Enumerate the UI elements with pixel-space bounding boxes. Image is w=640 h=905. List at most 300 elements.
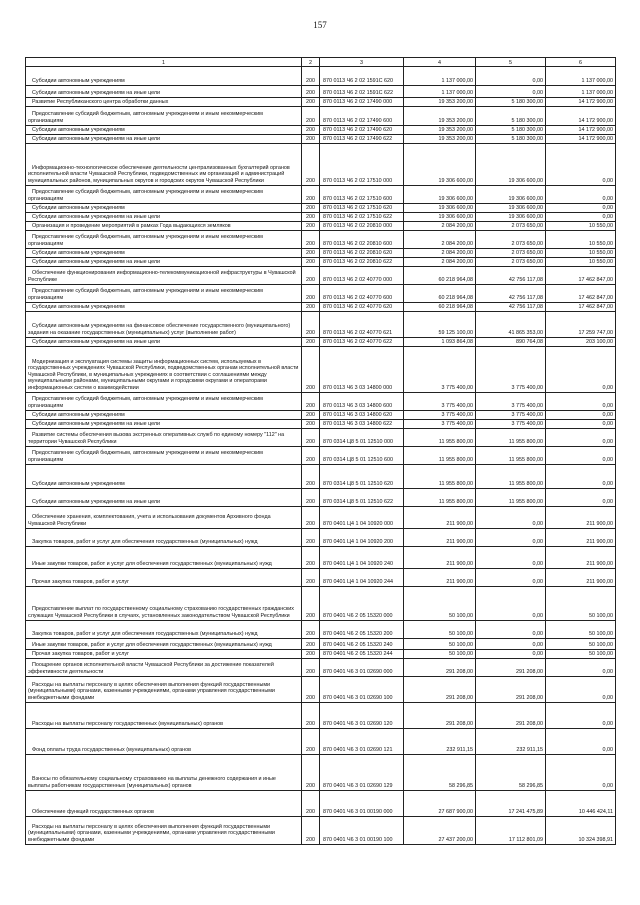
expense-name: Закупка товаров, работ и услуг для обеспечения государственных (муниципальных) нужд [26, 621, 302, 639]
table-row [26, 267, 616, 285]
expense-name: Субсидии автономным учреждениям [26, 411, 302, 420]
table-row [26, 507, 616, 529]
amount-col6: 211 900,00 [546, 507, 616, 529]
amount-col6: 10 550,00 [546, 249, 616, 258]
column-2-value: 200 [302, 587, 320, 621]
amount-col4: 60 218 964,08 [404, 267, 476, 285]
table-row [26, 755, 616, 791]
budget-code: 870 0401 Ч6 3 01 02690 129 [320, 755, 404, 791]
amount-col5: 41 865 353,00 [476, 312, 546, 338]
budget-code: 870 0401 Ч6 2 05 15320 244 [320, 650, 404, 659]
column-2-value: 200 [302, 285, 320, 303]
column-2-value: 200 [302, 429, 320, 447]
amount-col5: 5 180 300,00 [476, 98, 546, 107]
budget-code: 870 0401 Ч6 3 01 00190 000 [320, 791, 404, 817]
expense-name: Развитие системы обеспечения вызова экстренных оперативных служб по единому номеру "112" на территории Чувашской Республики [26, 429, 302, 447]
amount-col5: 19 306 600,00 [476, 186, 546, 204]
amount-col4: 211 900,00 [404, 569, 476, 587]
budget-code: 870 0113 Ч6 2 02 40770 000 [320, 267, 404, 285]
amount-col5: 2 073 650,00 [476, 258, 546, 267]
budget-code: 870 0113 Ч6 2 02 40770 622 [320, 338, 404, 347]
amount-col4: 11 955 800,00 [404, 465, 476, 489]
amount-col6: 0,00 [546, 755, 616, 791]
column-2-value: 200 [302, 67, 320, 86]
amount-col6: 0,00 [546, 703, 616, 729]
table-row [26, 639, 616, 650]
amount-col4: 3 775 400,00 [404, 393, 476, 411]
table-row [26, 659, 616, 677]
budget-code: 870 0401 Ц4 1 04 10920 240 [320, 547, 404, 569]
expense-name: Расходы на выплаты персоналу в целях обеспечения выполнения функций государственными (муниципальными) органами, казенными учреждениями, органами управления государственными внебюджетными фондами [26, 677, 302, 703]
budget-table [25, 57, 616, 845]
budget-code: 870 0401 Ц4 1 04 10920 244 [320, 569, 404, 587]
column-2-value: 200 [302, 144, 320, 186]
amount-col6: 17 259 747,00 [546, 312, 616, 338]
amount-col6: 0,00 [546, 186, 616, 204]
table-row [26, 703, 616, 729]
amount-col6: 50 100,00 [546, 639, 616, 650]
amount-col4: 2 084 200,00 [404, 258, 476, 267]
amount-col6: 211 900,00 [546, 547, 616, 569]
expense-name: Субсидии автономным учреждениям [26, 126, 302, 135]
column-2-value: 200 [302, 729, 320, 755]
column-2-value: 200 [302, 86, 320, 98]
budget-code: 870 0113 Ч6 2 02 17510 620 [320, 204, 404, 213]
table-row [26, 791, 616, 817]
budget-code: 870 0113 Ч6 2 02 17490 622 [320, 135, 404, 144]
budget-code: 870 0113 Ч6 3 03 14800 620 [320, 411, 404, 420]
amount-col6: 50 100,00 [546, 650, 616, 659]
amount-col6: 0,00 [546, 729, 616, 755]
column-2-value: 200 [302, 447, 320, 465]
column-2-value: 200 [302, 791, 320, 817]
column-2-value: 200 [302, 222, 320, 231]
expense-name: Субсидии автономным учреждениям на финансовое обеспечение государственного (муниципального) задания на оказание государственных (муниципальных) услуг (выполнение работ) [26, 312, 302, 338]
amount-col4: 50 100,00 [404, 639, 476, 650]
amount-col6: 10 550,00 [546, 222, 616, 231]
column-2-value: 200 [302, 411, 320, 420]
amount-col6: 10 550,00 [546, 258, 616, 267]
expense-name: Субсидии автономным учреждениям на иные цели [26, 489, 302, 507]
amount-col4: 19 353 200,00 [404, 98, 476, 107]
page-number: 157 [313, 20, 327, 30]
amount-col4: 19 306 600,00 [404, 186, 476, 204]
amount-col4: 27 687 900,00 [404, 791, 476, 817]
amount-col6: 0,00 [546, 204, 616, 213]
amount-col5: 0,00 [476, 507, 546, 529]
amount-col5: 0,00 [476, 529, 546, 547]
table-row [26, 144, 616, 186]
budget-code: 870 0401 Ц4 1 04 10920 200 [320, 529, 404, 547]
table-row [26, 411, 616, 420]
budget-code: 870 0113 Ч6 3 03 14800 622 [320, 420, 404, 429]
expense-name: Субсидии автономным учреждениям на иные цели [26, 338, 302, 347]
amount-col5: 3 775 400,00 [476, 420, 546, 429]
budget-code: 870 0314 Ц8 5 01 12510 622 [320, 489, 404, 507]
budget-code: 870 0113 Ч6 2 02 20810 620 [320, 249, 404, 258]
amount-col6: 14 172 900,00 [546, 135, 616, 144]
column-2-value: 200 [302, 204, 320, 213]
expense-name: Прочая закупка товаров, работ и услуг [26, 569, 302, 587]
amount-col6: 50 100,00 [546, 621, 616, 639]
amount-col4: 11 955 800,00 [404, 429, 476, 447]
expense-name: Субсидии автономным учреждениям [26, 465, 302, 489]
amount-col5: 3 775 400,00 [476, 411, 546, 420]
expense-name: Субсидии автономным учреждениям на иные цели [26, 86, 302, 98]
amount-col6: 1 137 000,00 [546, 67, 616, 86]
column-2-value: 200 [302, 258, 320, 267]
amount-col4: 291 208,00 [404, 659, 476, 677]
amount-col5: 291 208,00 [476, 677, 546, 703]
column-header-4: 4 [404, 58, 476, 67]
expense-name: Предоставление субсидий бюджетным, автономным учреждениям и иным некоммерческим организациям [26, 447, 302, 465]
expense-name: Закупка товаров, работ и услуг для обеспечения государственных (муниципальных) нужд [26, 529, 302, 547]
table-row [26, 249, 616, 258]
table-row [26, 447, 616, 465]
amount-col4: 211 900,00 [404, 547, 476, 569]
budget-code: 870 0113 Ч6 2 02 1591С 622 [320, 86, 404, 98]
expense-name: Субсидии автономным учреждениям на иные цели [26, 258, 302, 267]
amount-col6: 14 172 900,00 [546, 98, 616, 107]
amount-col6: 0,00 [546, 489, 616, 507]
budget-code: 870 0401 Ч6 3 01 02690 121 [320, 729, 404, 755]
amount-col5: 890 764,08 [476, 338, 546, 347]
budget-code: 870 0401 Ч6 2 05 15320 000 [320, 587, 404, 621]
amount-col4: 19 306 600,00 [404, 144, 476, 186]
amount-col6: 10 446 424,11 [546, 791, 616, 817]
expense-name: Иные закупки товаров, работ и услуг для обеспечения государственных (муниципальных) нужд [26, 547, 302, 569]
table-row [26, 677, 616, 703]
amount-col5: 0,00 [476, 86, 546, 98]
table-row [26, 126, 616, 135]
column-header-5: 5 [476, 58, 546, 67]
column-2-value: 200 [302, 303, 320, 312]
amount-col4: 1 137 000,00 [404, 67, 476, 86]
amount-col4: 59 125 100,00 [404, 312, 476, 338]
amount-col5: 0,00 [476, 650, 546, 659]
budget-code: 870 0401 Ч6 3 01 02690 000 [320, 659, 404, 677]
table-row [26, 429, 616, 447]
table-row [26, 529, 616, 547]
table-row [26, 817, 616, 845]
table-row [26, 347, 616, 393]
column-2-value: 200 [302, 347, 320, 393]
amount-col4: 60 218 964,08 [404, 285, 476, 303]
amount-col4: 3 775 400,00 [404, 420, 476, 429]
amount-col4: 291 208,00 [404, 703, 476, 729]
expense-name: Субсидии автономным учреждениям [26, 249, 302, 258]
column-2-value: 200 [302, 186, 320, 204]
column-2-value: 200 [302, 817, 320, 845]
expense-name: Субсидии автономным учреждениям [26, 204, 302, 213]
expense-name: Информационно-технологическое обеспечение деятельности централизованных бухгалтерий органов исполнительной власти Чувашской Республики, подведомственных им организаций и администраций муниципальных районов, муниципальных округов и городских округов Чувашской Республики [26, 144, 302, 186]
budget-code: 870 0113 Ч6 2 02 17510 000 [320, 144, 404, 186]
amount-col5: 11 955 800,00 [476, 465, 546, 489]
budget-code: 870 0401 Ч6 3 01 02690 100 [320, 677, 404, 703]
expense-name: Предоставление субсидий бюджетным, автономным учреждениям и иным некоммерческим организациям [26, 186, 302, 204]
column-2-value: 200 [302, 529, 320, 547]
amount-col4: 211 900,00 [404, 529, 476, 547]
table-row [26, 186, 616, 204]
expense-name: Обеспечение хранения, комплектования, учета и использования документов Архивного фонда Чувашской Республики [26, 507, 302, 529]
table-row [26, 338, 616, 347]
amount-col4: 19 306 600,00 [404, 204, 476, 213]
expense-name: Организация и проведение мероприятий в рамках Года выдающихся земляков [26, 222, 302, 231]
budget-code: 870 0401 Ч6 2 05 15320 200 [320, 621, 404, 639]
column-2-value: 200 [302, 126, 320, 135]
budget-code: 870 0113 Ч6 2 02 17510 622 [320, 213, 404, 222]
budget-code: 870 0113 Ч6 2 02 17490 620 [320, 126, 404, 135]
amount-col6: 0,00 [546, 659, 616, 677]
column-2-value: 200 [302, 650, 320, 659]
amount-col5: 11 955 800,00 [476, 429, 546, 447]
amount-col5: 5 180 300,00 [476, 135, 546, 144]
table-row [26, 67, 616, 86]
amount-col6: 17 462 847,00 [546, 303, 616, 312]
amount-col5: 3 775 400,00 [476, 393, 546, 411]
amount-col5: 58 296,85 [476, 755, 546, 791]
column-2-value: 200 [302, 569, 320, 587]
table-row [26, 135, 616, 144]
budget-code: 870 0113 Ч6 2 02 20810 600 [320, 231, 404, 249]
table-row [26, 489, 616, 507]
amount-col6: 14 172 900,00 [546, 126, 616, 135]
table-row [26, 569, 616, 587]
amount-col4: 19 353 200,00 [404, 126, 476, 135]
column-header-2: 2 [302, 58, 320, 67]
column-2-value: 200 [302, 420, 320, 429]
column-header-3: 3 [320, 58, 404, 67]
column-2-value: 200 [302, 393, 320, 411]
table-row [26, 729, 616, 755]
budget-code: 870 0113 Ч6 2 02 17490 000 [320, 98, 404, 107]
table-row [26, 258, 616, 267]
amount-col5: 42 756 117,08 [476, 267, 546, 285]
amount-col6: 0,00 [546, 393, 616, 411]
budget-code: 870 0113 Ч6 2 02 20810 000 [320, 222, 404, 231]
budget-code: 870 0401 Ц4 1 04 10920 000 [320, 507, 404, 529]
budget-code: 870 0314 Ц8 5 01 12510 620 [320, 465, 404, 489]
budget-code: 870 0314 Ц8 5 01 12510 000 [320, 429, 404, 447]
amount-col6: 0,00 [546, 447, 616, 465]
amount-col5: 291 208,00 [476, 659, 546, 677]
amount-col6: 0,00 [546, 429, 616, 447]
table-row [26, 222, 616, 231]
amount-col6: 0,00 [546, 347, 616, 393]
budget-code: 870 0113 Ч6 2 02 1591С 620 [320, 67, 404, 86]
expense-name: Обеспечение функций государственных органов [26, 791, 302, 817]
amount-col6: 10 324 398,91 [546, 817, 616, 845]
budget-code: 870 0113 Ч6 2 02 17490 600 [320, 107, 404, 126]
amount-col5: 0,00 [476, 587, 546, 621]
amount-col6: 50 100,00 [546, 587, 616, 621]
amount-col6: 0,00 [546, 144, 616, 186]
amount-col5: 17 241 475,89 [476, 791, 546, 817]
amount-col4: 11 955 800,00 [404, 447, 476, 465]
column-2-value: 200 [302, 135, 320, 144]
amount-col4: 232 911,15 [404, 729, 476, 755]
expense-name: Прочая закупка товаров, работ и услуг [26, 650, 302, 659]
column-2-value: 200 [302, 677, 320, 703]
column-header-1: 1 [26, 58, 302, 67]
amount-col6: 10 550,00 [546, 231, 616, 249]
header-row [26, 58, 616, 67]
expense-name: Субсидии автономным учреждениям [26, 303, 302, 312]
expense-name: Предоставление субсидий бюджетным, автономным учреждениям и иным некоммерческим организациям [26, 285, 302, 303]
amount-col5: 11 955 800,00 [476, 447, 546, 465]
amount-col6: 1 137 000,00 [546, 86, 616, 98]
amount-col4: 2 084 200,00 [404, 249, 476, 258]
expense-name: Предоставление субсидий бюджетным, автономным учреждениям и иным некоммерческим организациям [26, 393, 302, 411]
expense-name: Расходы на выплаты персоналу государственных (муниципальных) органов [26, 703, 302, 729]
budget-code: 870 0113 Ч6 2 02 20810 622 [320, 258, 404, 267]
amount-col4: 50 100,00 [404, 650, 476, 659]
column-2-value: 200 [302, 267, 320, 285]
amount-col4: 2 084 200,00 [404, 231, 476, 249]
amount-col5: 0,00 [476, 547, 546, 569]
table-row [26, 231, 616, 249]
amount-col4: 19 353 200,00 [404, 135, 476, 144]
amount-col5: 17 112 801,09 [476, 817, 546, 845]
column-2-value: 200 [302, 639, 320, 650]
amount-col4: 291 208,00 [404, 677, 476, 703]
amount-col6: 203 100,00 [546, 338, 616, 347]
expense-name: Фонд оплаты труда государственных (муниципальных) органов [26, 729, 302, 755]
table-row [26, 621, 616, 639]
table-row [26, 420, 616, 429]
amount-col5: 5 180 300,00 [476, 107, 546, 126]
column-2-value: 200 [302, 312, 320, 338]
amount-col4: 3 775 400,00 [404, 411, 476, 420]
amount-col4: 3 775 400,00 [404, 347, 476, 393]
amount-col5: 42 756 117,08 [476, 303, 546, 312]
amount-col6: 14 172 900,00 [546, 107, 616, 126]
column-2-value: 200 [302, 231, 320, 249]
expense-name: Поощрение органов исполнительной власти Чувашской Республики за достижение показателей эффективности деятельности [26, 659, 302, 677]
amount-col5: 3 775 400,00 [476, 347, 546, 393]
amount-col5: 19 306 600,00 [476, 144, 546, 186]
amount-col4: 58 296,85 [404, 755, 476, 791]
column-2-value: 200 [302, 489, 320, 507]
expense-name: Субсидии автономным учреждениям на иные цели [26, 135, 302, 144]
amount-col5: 291 208,00 [476, 703, 546, 729]
column-2-value: 200 [302, 465, 320, 489]
column-header-6: 6 [546, 58, 616, 67]
amount-col5: 2 073 650,00 [476, 249, 546, 258]
expense-name: Иные закупки товаров, работ и услуг для обеспечения государственных (муниципальных) нужд [26, 639, 302, 650]
amount-col6: 211 900,00 [546, 529, 616, 547]
amount-col6: 0,00 [546, 465, 616, 489]
table-row [26, 312, 616, 338]
amount-col6: 17 462 847,00 [546, 285, 616, 303]
expense-name: Субсидии автономным учреждениям на иные цели [26, 213, 302, 222]
amount-col4: 1 137 000,00 [404, 86, 476, 98]
budget-code: 870 0401 Ч6 3 01 00190 100 [320, 817, 404, 845]
table-row [26, 107, 616, 126]
budget-code: 870 0113 Ч6 2 02 40770 621 [320, 312, 404, 338]
budget-code: 870 0113 Ч6 3 03 14800 600 [320, 393, 404, 411]
amount-col6: 0,00 [546, 420, 616, 429]
column-2-value: 200 [302, 98, 320, 107]
column-2-value: 200 [302, 659, 320, 677]
column-2-value: 200 [302, 213, 320, 222]
expense-name: Модернизация и эксплуатация системы защиты информационных систем, используемых в государственных учреждениях Чувашской Республики, подведомственных органам исполнительной власти Чувашской Республики, в муниципальных учреждениях в соответствии с соглашениями между муниципальными районами, муниципальными округами и городскими округами и операторами информационных систем о взаимодействии [26, 347, 302, 393]
table-row [26, 213, 616, 222]
budget-code: 870 0113 Ч6 2 02 17510 600 [320, 186, 404, 204]
budget-code: 870 0401 Ч6 2 05 15320 240 [320, 639, 404, 650]
expense-name: Предоставление субсидий бюджетным, автономным учреждениям и иным некоммерческим организациям [26, 231, 302, 249]
amount-col4: 11 955 800,00 [404, 489, 476, 507]
column-2-value: 200 [302, 703, 320, 729]
amount-col4: 60 218 964,08 [404, 303, 476, 312]
table-row [26, 547, 616, 569]
column-2-value: 200 [302, 249, 320, 258]
expense-name: Развитие Республиканского центра обработки данных [26, 98, 302, 107]
amount-col5: 42 756 117,08 [476, 285, 546, 303]
amount-col6: 0,00 [546, 411, 616, 420]
table-row [26, 587, 616, 621]
expense-name: Предоставление выплат по государственному социальному страхованию государственных гражданских служащих Чувашской Республики в случаях, установленных законодательством Чувашской Республики [26, 587, 302, 621]
amount-col4: 19 353 200,00 [404, 107, 476, 126]
amount-col4: 50 100,00 [404, 621, 476, 639]
amount-col4: 50 100,00 [404, 587, 476, 621]
amount-col4: 19 306 600,00 [404, 213, 476, 222]
column-2-value: 200 [302, 755, 320, 791]
amount-col4: 27 437 200,00 [404, 817, 476, 845]
amount-col5: 19 306 600,00 [476, 213, 546, 222]
amount-col5: 11 955 800,00 [476, 489, 546, 507]
amount-col5: 19 306 600,00 [476, 204, 546, 213]
amount-col5: 0,00 [476, 621, 546, 639]
expense-name: Предоставление субсидий бюджетным, автономным учреждениям и иным некоммерческим организациям [26, 107, 302, 126]
table-row [26, 285, 616, 303]
amount-col6: 0,00 [546, 677, 616, 703]
amount-col4: 1 093 864,08 [404, 338, 476, 347]
expense-name: Взносы по обязательному социальному страхованию на выплаты денежного содержания и иные выплаты работникам государственных (муниципальных) органов [26, 755, 302, 791]
expense-name: Субсидии автономным учреждениям [26, 67, 302, 86]
amount-col6: 17 462 847,00 [546, 267, 616, 285]
column-2-value: 200 [302, 107, 320, 126]
column-2-value: 200 [302, 621, 320, 639]
amount-col5: 2 073 650,00 [476, 222, 546, 231]
table-row [26, 86, 616, 98]
amount-col4: 2 084 200,00 [404, 222, 476, 231]
amount-col5: 0,00 [476, 569, 546, 587]
amount-col4: 211 900,00 [404, 507, 476, 529]
table-row [26, 650, 616, 659]
budget-code: 870 0314 Ц8 5 01 12510 600 [320, 447, 404, 465]
amount-col5: 5 180 300,00 [476, 126, 546, 135]
table-row [26, 204, 616, 213]
budget-code: 870 0113 Ч6 3 03 14800 000 [320, 347, 404, 393]
table-row [26, 465, 616, 489]
column-2-value: 200 [302, 507, 320, 529]
expense-name: Субсидии автономным учреждениям на иные цели [26, 420, 302, 429]
amount-col5: 0,00 [476, 67, 546, 86]
amount-col5: 0,00 [476, 639, 546, 650]
amount-col6: 211 900,00 [546, 569, 616, 587]
expense-name: Обеспечение функционирования информационно-телекоммуникационной инфраструктуры в Чувашской Республике [26, 267, 302, 285]
amount-col6: 0,00 [546, 213, 616, 222]
budget-code: 870 0401 Ч6 3 01 02690 120 [320, 703, 404, 729]
expense-name: Расходы на выплаты персоналу в целях обеспечения выполнения функций государственными (муниципальными) органами, казенными учреждениями, органами управления государственными внебюджетными фондами [26, 817, 302, 845]
table-row [26, 303, 616, 312]
amount-col5: 2 073 650,00 [476, 231, 546, 249]
table-row [26, 98, 616, 107]
amount-col5: 232 911,15 [476, 729, 546, 755]
column-2-value: 200 [302, 547, 320, 569]
column-2-value: 200 [302, 338, 320, 347]
